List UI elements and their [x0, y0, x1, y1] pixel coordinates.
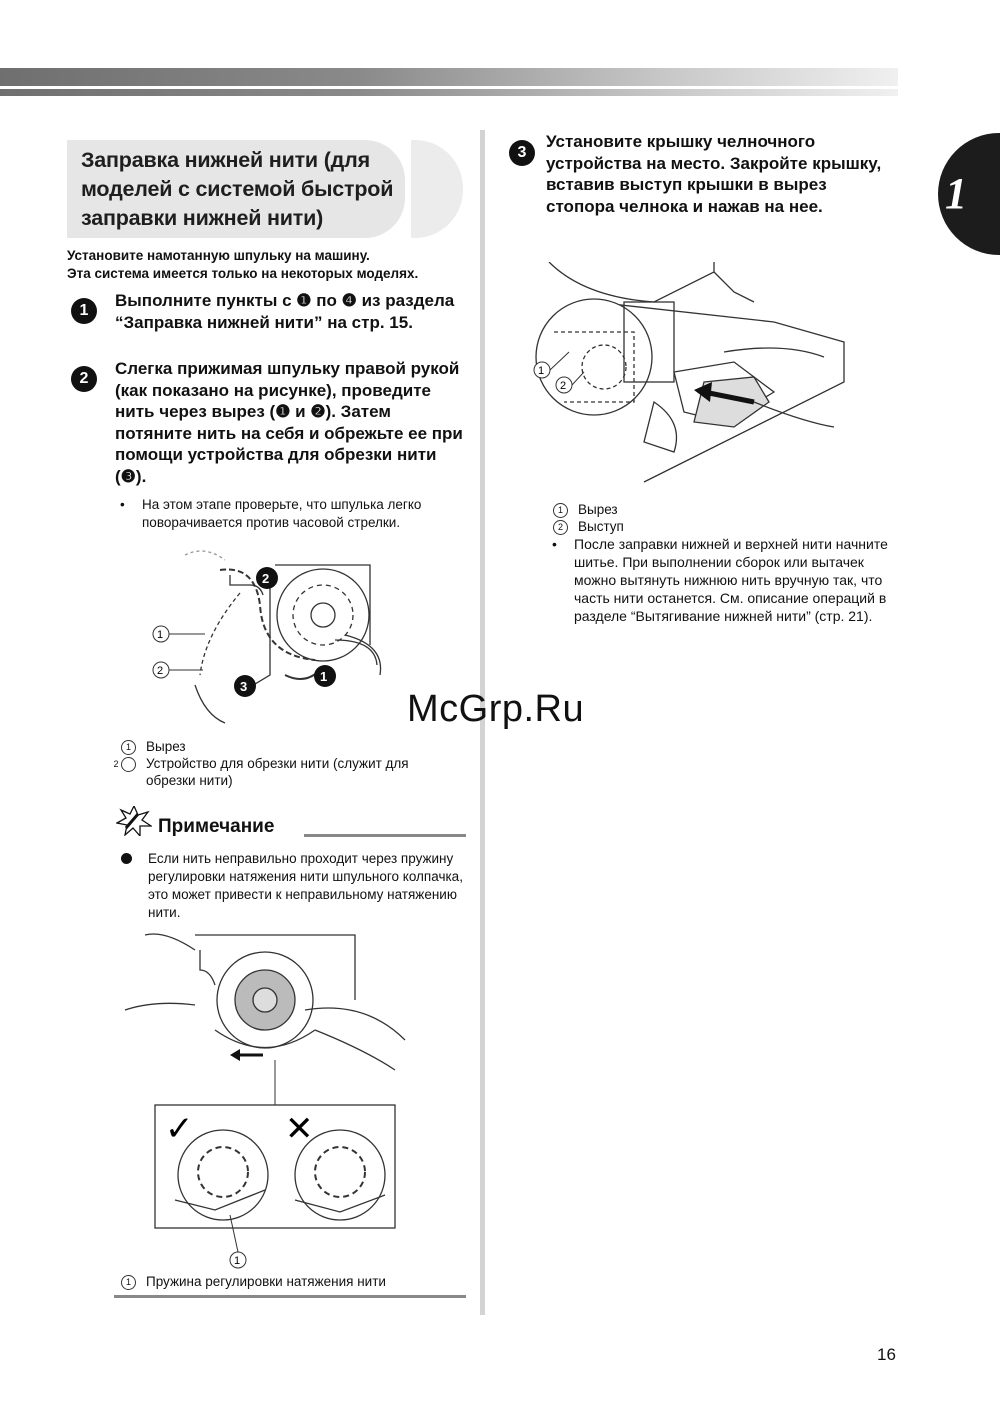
header-bar-line	[0, 86, 898, 89]
step-2-number: 2	[71, 366, 97, 392]
step-2-bullet	[120, 496, 462, 532]
step-2-bullet-text: На этом этапе проверьте, что шпулька легко поворачивается против часовой стрелки.	[142, 497, 422, 530]
tension-spring-figure	[115, 930, 415, 1270]
bobbin-outer	[277, 569, 369, 661]
bobbin-threading-figure	[145, 545, 385, 725]
hand-left	[125, 1003, 195, 1010]
bobbin-inner	[293, 585, 353, 645]
bullet-dot: •	[120, 497, 125, 512]
bobbin-hub	[311, 603, 335, 627]
section-heading-tail	[411, 140, 463, 238]
step-3-bullet-text: После заправки нижней и верхней нити начните шитье. При выполнении сборок или вытачек можно вытянуть нижнюю нить вручную так, что часть нити останется. См. описание операций в разделе “Вытягивание нижней нити” (стр. 21).	[574, 536, 888, 624]
case-left	[200, 950, 215, 985]
rotation-arrowhead	[230, 1049, 240, 1061]
machine-bed-edge	[275, 565, 370, 645]
fig3-legend-item-2: 2 Выступ	[553, 518, 893, 535]
step-3-text: Установите крышку челночного устройства на место. Закройте крышку, вставив выступ крышки в вырез стопора челнока и нажав на нее.	[546, 132, 882, 216]
fig1-legend-item-1: 1 Вырез	[121, 738, 461, 755]
intro-line-1: Установите намотанную шпульку на машину.	[67, 248, 370, 263]
step-1-number: 1	[71, 298, 97, 324]
bobbin-hub	[253, 988, 277, 1012]
cross-icon: ✕	[285, 1109, 314, 1149]
step-3-number: 3	[509, 140, 535, 166]
check-icon: ✓	[165, 1109, 194, 1149]
finger-left	[145, 934, 195, 950]
bottom-rule	[114, 1295, 466, 1298]
fig3-legend-item-1: 1 Вырез	[553, 501, 893, 518]
step-marker-1-label: 1	[320, 669, 328, 684]
step-2-text: Слегка прижимая шпульку правой рукой (как показано на рисунке), проведите нить через вырез (❶ и ❷). Затем потяните нить на себя и обрежьте ее при помощи устройства для обрезки нити (❸).	[115, 359, 463, 486]
step-3-bullet	[552, 535, 892, 625]
callout-1-label: 1	[538, 365, 545, 377]
bobbin-window	[644, 402, 677, 452]
watermark: McGrp.Ru	[407, 688, 585, 730]
hand-sketch-bottom	[195, 685, 225, 723]
machine-head	[714, 272, 754, 302]
hand-sketch-top	[185, 551, 225, 560]
note-icon	[116, 806, 152, 836]
intro-text	[67, 247, 477, 283]
hand-top	[724, 348, 824, 357]
fig1-legend-item-2: 2 Устройство для обрезки нити (служит для обрезки нити)	[113, 756, 409, 788]
note-text: Если нить неправильно проходит через пружину регулировки натяжения нити шпульного колпачка, это может привести к неправильному натяжению нити.	[148, 851, 463, 920]
bullet-dot: •	[552, 536, 557, 552]
note-bullet	[121, 853, 132, 864]
fig2-legend-item-1: 1 Пружина регулировки натяжения нити	[121, 1273, 461, 1290]
thread-path	[200, 593, 240, 675]
step-marker-2-label: 2	[262, 571, 270, 586]
header-gradient-bar	[0, 68, 898, 96]
finger-outline	[335, 640, 377, 665]
fig3-legend	[553, 501, 893, 535]
machine-arm	[549, 262, 714, 302]
hand-bottom	[754, 402, 834, 427]
callout-2-label: 2	[157, 665, 164, 677]
callout-1-label: 1	[157, 629, 164, 641]
needle-plate-figure	[524, 262, 854, 492]
section-title: Заправка нижней нити (для моделей с системой быстрой заправки нижней нити)	[81, 148, 394, 230]
chapter-number: 1	[945, 169, 967, 218]
finger-right	[305, 1008, 405, 1040]
callout-1-label: 1	[234, 1255, 241, 1267]
step-marker-3-label: 3	[240, 679, 248, 694]
note-rule	[304, 834, 466, 837]
page-number: 16	[877, 1345, 896, 1364]
cover-plate-fill	[694, 377, 769, 427]
finger-right-2	[315, 1030, 395, 1070]
note-title: Примечание	[158, 816, 275, 837]
step-1-text: Выполните пункты с ❶ по ❹ из раздела “Заправка нижней нити” на стр. 15.	[115, 291, 455, 332]
fig1-legend	[113, 738, 461, 789]
intro-line-2: Эта система имеется только на некоторых моделях.	[67, 266, 419, 281]
callout-2-label: 2	[560, 380, 567, 392]
fig2-legend	[121, 1273, 461, 1290]
